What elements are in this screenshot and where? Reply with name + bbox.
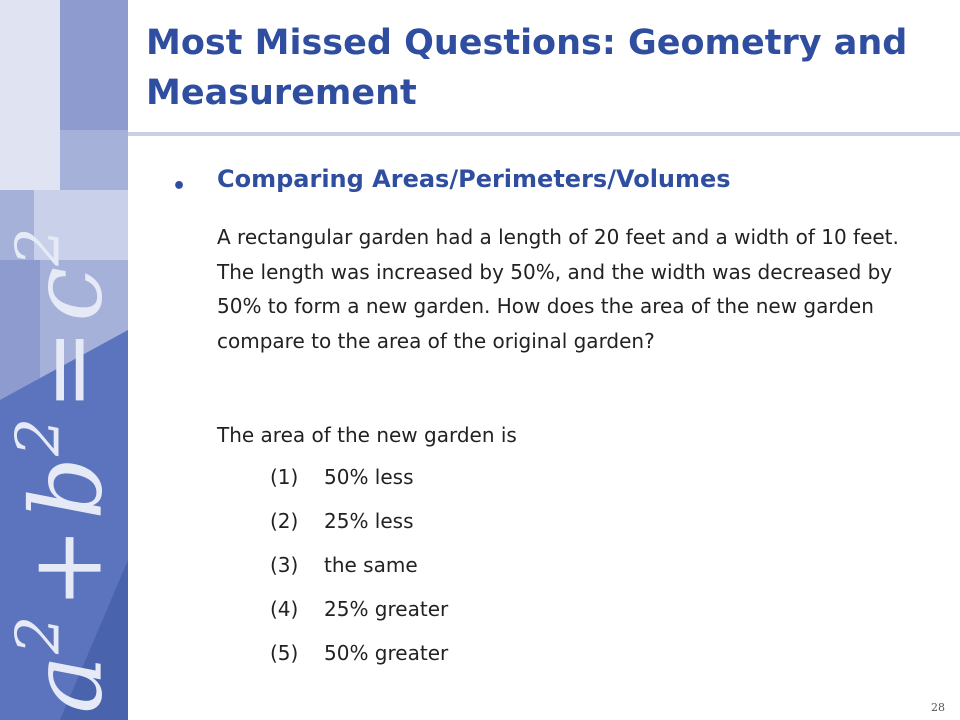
choice-number: (3)	[270, 553, 299, 577]
choice-text: 25% greater	[324, 597, 449, 621]
answer-choices	[270, 460, 448, 680]
choice-number: (1)	[270, 465, 299, 489]
answer-choice-4	[270, 592, 448, 636]
choice-number: (2)	[270, 509, 299, 533]
bullet-heading: Comparing Areas/Perimeters/Volumes	[217, 165, 731, 193]
answer-choice-3	[270, 548, 448, 592]
answer-choice-2	[270, 504, 448, 548]
answer-prompt: The area of the new garden is	[217, 423, 517, 447]
choice-number: (5)	[270, 641, 299, 665]
answer-choice-1	[270, 460, 448, 504]
choice-text: 50% greater	[324, 641, 449, 665]
answer-choice-5	[270, 636, 448, 680]
bullet-icon: •	[172, 174, 187, 199]
page-number: 28	[931, 701, 945, 714]
decorative-sidebar	[0, 0, 128, 720]
question-text: A rectangular garden had a length of 20 feet and a width of 10 feet. The length was increased by 50%, and the width was decreased by 50% to form a new garden. How does the area of the new garden compare to the area of the original garden?	[217, 225, 899, 353]
title-divider	[128, 132, 960, 136]
slide-title: Most Missed Questions: Geometry and Measurement	[146, 23, 908, 113]
pythagorean-formula-watermark: $a^2+b^2=c^2$	[3, 226, 125, 714]
choice-number: (4)	[270, 597, 299, 621]
choice-text: 50% less	[324, 465, 414, 489]
choice-text: the same	[324, 553, 418, 577]
choice-text: 25% less	[324, 509, 414, 533]
